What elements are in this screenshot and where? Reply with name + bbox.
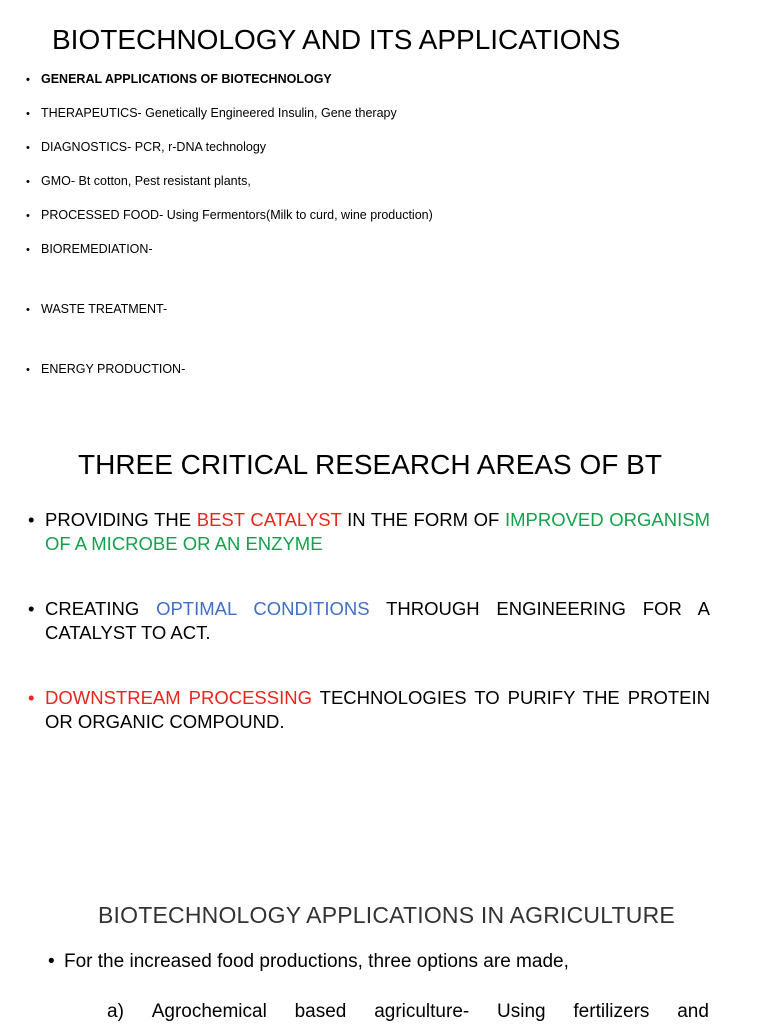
list-item: • THERAPEUTICS- Genetically Engineered Insulin, Gene therapy [26, 106, 397, 120]
agriculture-subitem-a: a) Agrochemical based agriculture- Using fertilizers and [107, 1001, 709, 1022]
research-area-3: • DOWNSTREAM PROCESSING TECHNOLOGIES TO PURIFY THE PROTEIN OR ORGANIC COMPOUND. [28, 687, 710, 732]
improved-organism-highlight: IMPROVED ORGANISM OF A MICROBE OR AN ENZYME [45, 509, 710, 554]
bullet-mark: • [28, 598, 35, 619]
list-item: • DIAGNOSTICS- PCR, r-DNA technology [26, 140, 267, 154]
list-item: • BIOREMEDIATION- [26, 242, 153, 256]
research-area-1: • PROVIDING THE BEST CATALYST IN THE FORM OF IMPROVED ORGANISM OF A MICROBE OR AN ENZYME [28, 509, 710, 554]
slide3-title: BIOTECHNOLOGY APPLICATIONS IN AGRICULTURE [98, 902, 675, 928]
bullet-mark: • [28, 687, 35, 708]
bullet-mark: • [28, 509, 35, 530]
list-item: • GMO- Bt cotton, Pest resistant plants, [26, 174, 251, 188]
slide2-title: THREE CRITICAL RESEARCH AREAS OF BT [78, 449, 662, 480]
best-catalyst-highlight: BEST CATALYST [196, 509, 342, 530]
optimal-conditions-highlight: OPTIMAL CONDITIONS [156, 598, 370, 619]
list-item: • ENERGY PRODUCTION- [26, 362, 186, 376]
list-item: • WASTE TREATMENT- [26, 302, 168, 316]
list-item: • GENERAL APPLICATIONS OF BIOTECHNOLOGY [26, 72, 332, 86]
downstream-processing-highlight: DOWNSTREAM PROCESSING [45, 687, 312, 708]
research-area-2: • CREATING OPTIMAL CONDITIONS THROUGH ENGINEERING FOR A CATALYST TO ACT. [28, 598, 710, 643]
slide1-title: BIOTECHNOLOGY AND ITS APPLICATIONS [52, 24, 621, 55]
list-item: • PROCESSED FOOD- Using Fermentors(Milk to curd, wine production) [26, 208, 433, 222]
agriculture-bullet: • For the increased food productions, three options are made, [48, 951, 569, 972]
